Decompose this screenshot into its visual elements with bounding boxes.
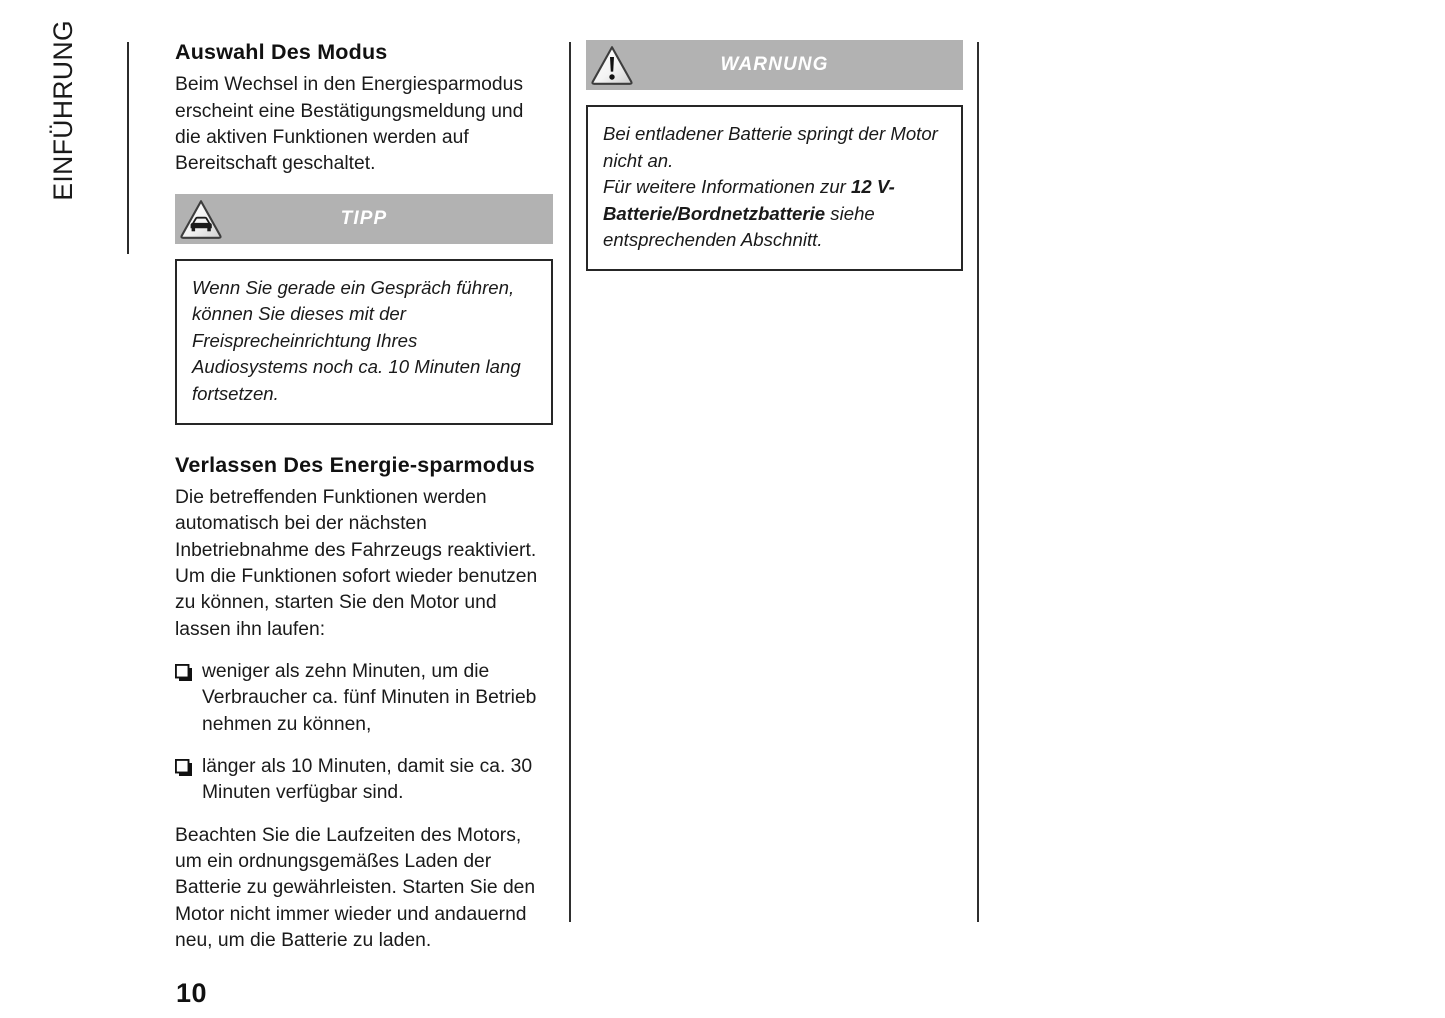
chapter-tab-rule	[127, 42, 129, 254]
chapter-tab-label: EINFÜHRUNG	[48, 20, 78, 201]
list-item-label: länger als 10 Minuten, damit sie ca. 30 Minuten verfügbar sind.	[202, 755, 533, 804]
warning-callout-title: WARNUNG	[720, 54, 829, 75]
exclamation-warning-triangle-icon	[589, 42, 635, 88]
warning-callout	[586, 40, 963, 271]
column-divider-right	[977, 42, 979, 922]
warning-callout-text	[603, 121, 946, 254]
section-heading-verlassen-des-energiesparmodus: Verlassen Des Energie-sparmodus	[175, 452, 535, 477]
paragraph-auswahl-des-modus: Beim Wechsel in den Energiesparmodus erscheint eine Bestätigungsmeldung und die aktiven Funktionen werden auf Bereitschaft geschaltet.	[175, 74, 524, 175]
paragraph-verlassen-des-energiesparmodus: Die betreffenden Funktionen werden automatisch bei der nächsten Inbetriebnahme des Fahrzeugs reaktiviert. Um die Funktionen sofort wieder benutzen zu können, starten Sie den Motor und lassen ihn laufen:	[175, 486, 538, 640]
tip-callout-bar	[175, 194, 553, 244]
paragraph-batterie-laden: Beachten Sie die Laufzeiten des Motors, um ein ordnungsgemäßes Laden der Batterie zu gewährleisten. Starten Sie den Motor nicht immer wieder und andauernd neu, um die Batterie zu laden.	[175, 824, 536, 951]
section-heading-auswahl-des-modus: Auswahl Des Modus	[175, 40, 388, 64]
tip-callout-body	[175, 259, 553, 425]
warning-callout-body	[586, 105, 963, 271]
list-item	[175, 754, 553, 807]
tip-callout-text: Wenn Sie gerade ein Gespräch führen, können Sie dieses mit der Freisprecheinrichtung Ihres Audiosystems noch ca. 10 Minuten lang fortsetzen.	[192, 276, 521, 404]
right-column	[586, 40, 963, 271]
warning-text-line-2: Für weitere Informationen zur	[603, 176, 852, 198]
runtime-conditions-list	[175, 659, 553, 807]
warning-text-bold: 12 V-Batterie/Bordnetzbatterie	[603, 176, 895, 224]
warning-callout-bar	[586, 40, 963, 90]
column-divider-left	[569, 42, 571, 922]
tip-callout	[175, 194, 553, 425]
square-bullet-icon	[175, 759, 192, 776]
square-bullet-icon	[175, 664, 192, 681]
left-column	[175, 40, 553, 954]
tip-callout-title: TIPP	[340, 207, 388, 229]
page-number: 10	[176, 978, 208, 1008]
warning-text-line-1: Bei entladener Batterie springt der Motor nicht an.	[603, 123, 938, 171]
car-warning-triangle-icon	[178, 196, 224, 242]
warning-text-line-3: siehe entsprechenden Abschnitt.	[603, 202, 875, 251]
chapter-tab	[0, 20, 132, 258]
list-item-label: weniger als zehn Minuten, um die Verbraucher ca. fünf Minuten in Betrieb nehmen zu können,	[202, 660, 537, 735]
list-item	[175, 659, 553, 738]
